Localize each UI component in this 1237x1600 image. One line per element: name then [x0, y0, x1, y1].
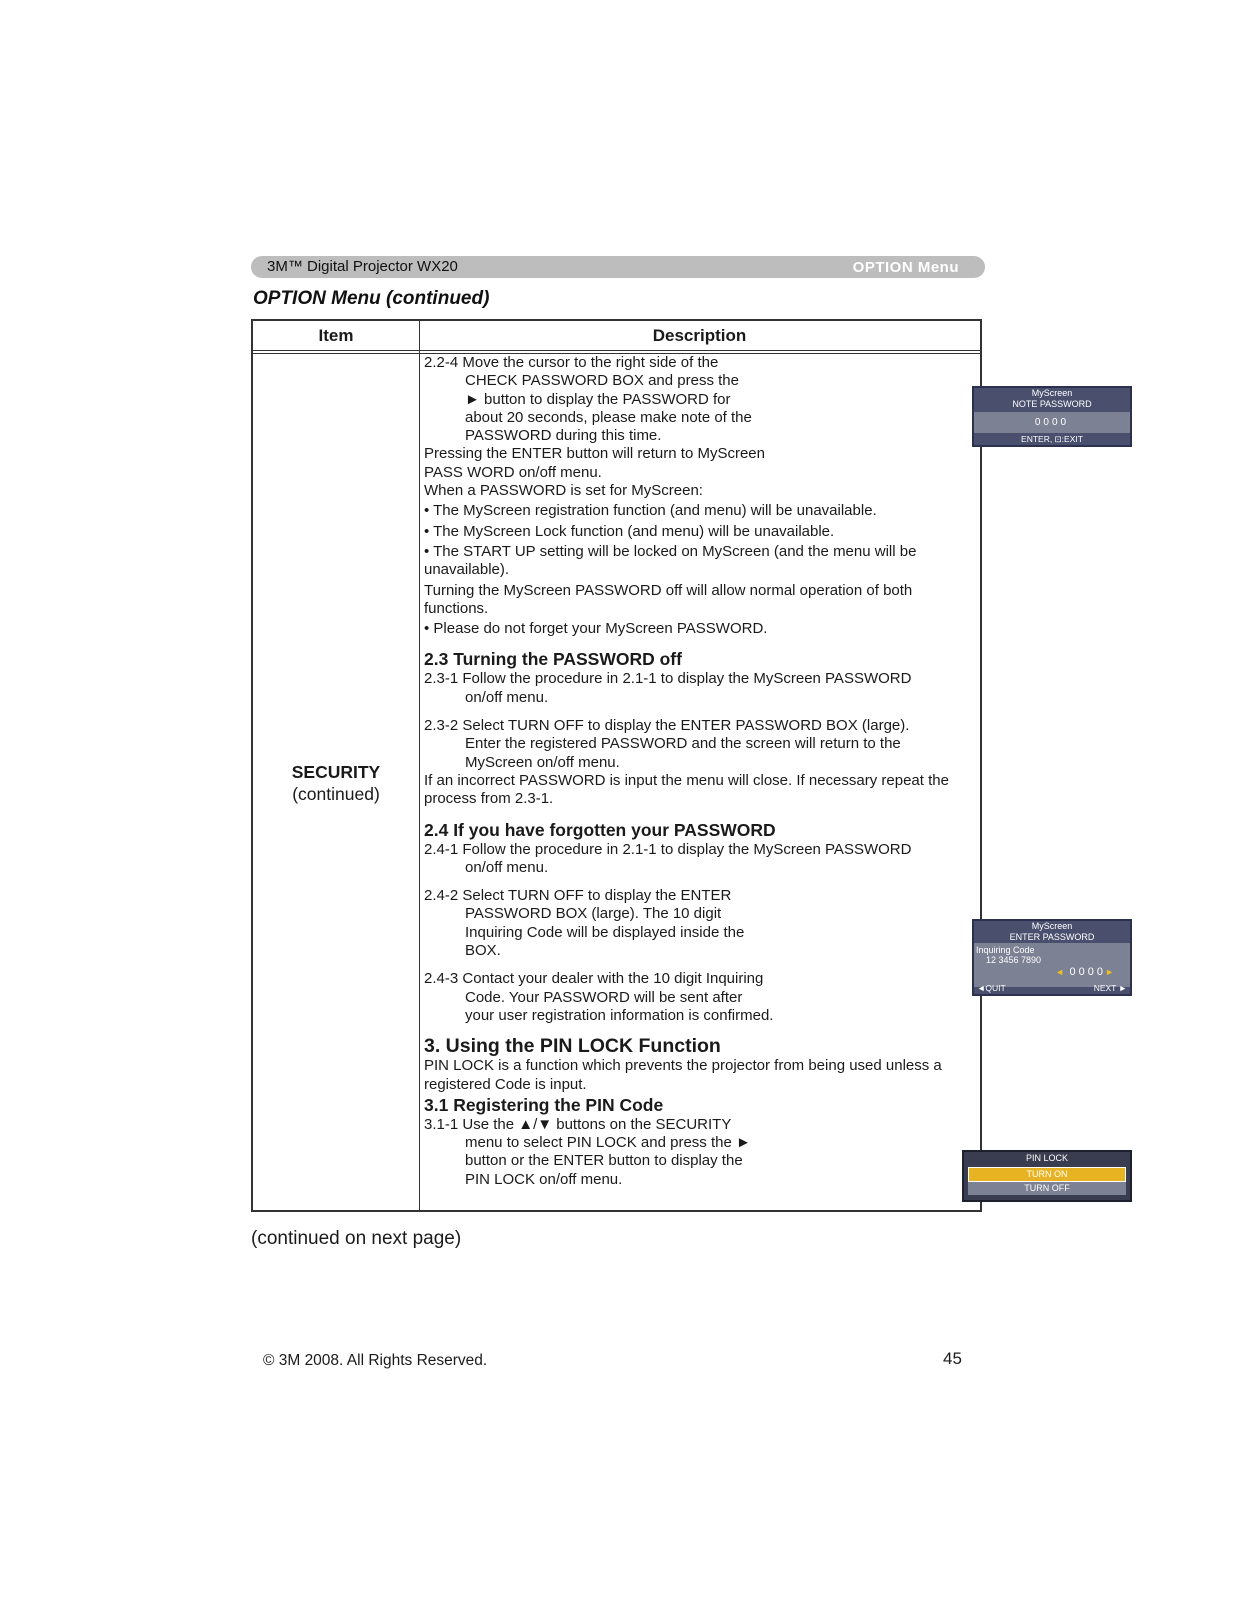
left-arrow-icon: ◄: [1055, 967, 1064, 977]
osd-password-code: 0000: [974, 412, 1130, 433]
paragraph: Turning the MyScreen PASSWORD off will allow normal operation of both functions.: [424, 581, 913, 617]
step-line: PASSWORD BOX (large). The 10 digit: [465, 905, 722, 923]
osd-next: NEXT ►: [1093, 983, 1127, 993]
step-line: 2.4-3 Contact your dealer with the 10 digit Inquiring: [424, 970, 764, 988]
header-bar: [251, 256, 985, 278]
osd-inquiring-code: [976, 945, 1041, 965]
step-line: on/off menu.: [465, 688, 549, 706]
option-table: [251, 319, 1127, 1212]
product-name: 3M™ Digital Projector WX20: [267, 258, 458, 275]
step-line: menu to select PIN LOCK and press the ►: [465, 1134, 751, 1152]
item-name: SECURITY: [291, 762, 381, 782]
column-header-description: Description: [652, 326, 747, 345]
osd-turn-on: TURN ON: [968, 1167, 1126, 1182]
step-line: button or the ENTER button to display the: [465, 1152, 743, 1170]
osd-title: PIN LOCK: [1025, 1153, 1068, 1163]
step-line: about 20 seconds, please make note of the: [465, 408, 752, 426]
section-name: OPTION Menu: [852, 259, 959, 276]
section-heading: 2.4 If you have forgotten your PASSWORD: [424, 819, 776, 840]
step-line: Inquiring Code will be displayed inside the: [465, 923, 745, 941]
osd-turn-off: TURN OFF: [968, 1182, 1126, 1195]
osd-footer: ENTER, ⊡:EXIT: [1021, 434, 1083, 444]
step-line: on/off menu.: [465, 858, 549, 876]
step-line: CHECK PASSWORD BOX and press the: [465, 372, 739, 390]
step-line: 2.4-2 Select TURN OFF to display the ENTER: [424, 887, 732, 905]
page-title: OPTION Menu (continued): [253, 288, 490, 309]
step-line: 2.3-1 Follow the procedure in 2.1-1 to display the MyScreen PASSWORD: [424, 670, 912, 688]
step-line: your user registration information is confirmed.: [465, 1006, 774, 1024]
step-line: BOX.: [465, 942, 501, 960]
copyright: © 3M 2008. All Rights Reserved.: [263, 1352, 488, 1369]
bullet-item: • The START UP setting will be locked on MyScreen (and the menu will be unavailable).: [424, 542, 917, 579]
osd-title: MyScreen: [1031, 388, 1073, 398]
paragraph: If an incorrect PASSWORD is input the menu will close. If necessary repeat the process from 2.3-1.: [424, 771, 949, 808]
osd-subtitle: NOTE PASSWORD: [1012, 399, 1092, 409]
section-heading: 3.1 Registering the PIN Code: [424, 1094, 664, 1115]
item-cell: [253, 761, 419, 805]
note-password-screenshot: [972, 386, 1132, 447]
step-line: 3.1-1 Use the ▲/▼ buttons on the SECURITY: [424, 1115, 732, 1133]
column-header-item: Item: [318, 326, 354, 345]
bullet-item: • The MyScreen registration function (and menu) will be unavailable.: [424, 502, 877, 520]
paragraph-line: When a PASSWORD is set for MyScreen:: [424, 482, 703, 500]
item-sub: (continued): [292, 784, 380, 804]
step-line: 2.4-1 Follow the procedure in 2.1-1 to display the MyScreen PASSWORD: [424, 840, 912, 858]
section-heading-main: 3. Using the PIN LOCK Function: [424, 1035, 721, 1058]
paragraph-line: Pressing the ENTER button will return to MyScreen: [424, 445, 765, 463]
section-heading: 2.3 Turning the PASSWORD off: [424, 649, 682, 670]
osd-inquiring-label: Inquiring Code: [976, 945, 1035, 955]
continued-note: (continued on next page): [251, 1228, 462, 1249]
description-cell: [424, 354, 1127, 1193]
step-line: MyScreen on/off menu.: [465, 753, 620, 771]
step-line: 2.2-4 Move the cursor to the right side of the: [424, 354, 719, 371]
step-line: 2.3-2 Select TURN OFF to display the ENTER PASSWORD BOX (large).: [424, 717, 910, 735]
osd-password-code: 0000: [1069, 966, 1106, 978]
step-line: Code. Your PASSWORD will be sent after: [465, 988, 743, 1006]
paragraph-line: PASS WORD on/off menu.: [424, 463, 602, 481]
step-line: PIN LOCK on/off menu.: [465, 1170, 623, 1188]
step-line: ► button to display the PASSWORD for: [465, 390, 731, 408]
bullet-item: • The MyScreen Lock function (and menu) will be unavailable.: [424, 522, 835, 540]
osd-title: MyScreen: [1031, 921, 1073, 931]
step-line: Enter the registered PASSWORD and the screen will return to the: [465, 735, 901, 753]
bullet-item: • Please do not forget your MyScreen PASSWORD.: [424, 620, 768, 638]
right-arrow-icon: ►: [1105, 967, 1114, 977]
osd-inquiring-value: 12 3456 7890: [986, 955, 1042, 965]
column-divider: [419, 321, 420, 1210]
osd-quit: ◄QUIT: [977, 983, 1006, 993]
page-number: 45: [943, 1349, 962, 1368]
header-divider: [253, 350, 980, 351]
paragraph: PIN LOCK is a function which prevents the projector from being used unless a registered Code is input.: [424, 1057, 942, 1093]
step-line: PASSWORD during this time.: [465, 427, 662, 445]
enter-password-screenshot: [972, 919, 1132, 996]
osd-subtitle: ENTER PASSWORD: [1009, 932, 1095, 942]
pin-lock-screenshot: [962, 1150, 1132, 1202]
